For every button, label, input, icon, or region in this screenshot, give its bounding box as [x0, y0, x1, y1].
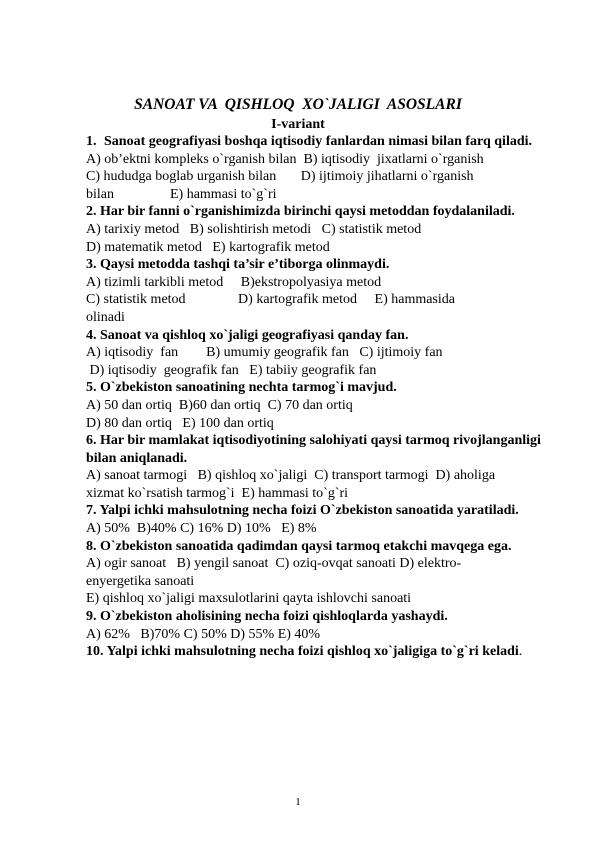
answer-line: A) 62% B)70% C) 50% D) 55% E) 40%: [86, 626, 321, 642]
answer-line: enyergetika sanoati: [86, 573, 195, 589]
answer-line: A) tarixiy metod B) solishtirish metodi C) statistik metod: [86, 221, 422, 237]
answer-line: A) ogir sanoat B) yengil sanoat C) oziq-ovqat sanoati D) elektro-: [86, 556, 462, 572]
question-8: 8. O`zbekiston sanoatida qadimdan qaysi tarmoq etakchi mavqega ega.: [86, 538, 512, 554]
question-3: 3. Qaysi metodda tashqi ta’sir e’tiborga olinmaydi.: [86, 257, 390, 273]
question-10: [86, 643, 556, 661]
question-7: 7. Yalpi ichki mahsulotning necha foizi O`zbekiston sanoatida yaratiladi.: [86, 503, 519, 519]
answer-line: A) tizimli tarkibli metod B)ekstropolyasiya metod: [86, 274, 382, 290]
answer-line: A) iqtisodiy fan B) umumiy geografik fan C) ijtimoiy fan: [86, 345, 443, 361]
answer-line: C) statistik metod D) kartografik metod E) hammasida: [86, 292, 455, 308]
question-1: [86, 133, 556, 151]
question-4: 4. Sanoat va qishloq xo`jaligi geografiyasi qanday fan.: [86, 327, 409, 343]
answer-line: D) 80 dan ortiq E) 100 dan ortiq: [86, 415, 274, 431]
answer-line: D) iqtisodiy geografik fan E) tabiiy geografik fan: [86, 362, 377, 378]
answer-line: E) qishloq xo`jaligi maxsulotlarini qayta ishlovchi sanoati: [86, 591, 412, 607]
answer-line: bilan E) hammasi to`g`ri: [86, 186, 277, 202]
page-number: 1: [295, 796, 301, 808]
answer-line: D) matematik metod E) kartografik metod: [86, 239, 330, 255]
question-6: 6. Har bir mamlakat iqtisodiyotining salohiyati qaysi tarmoq rivojlanganligi bilan aniqlanadi.: [86, 433, 541, 466]
answer-line: olinadi: [86, 309, 125, 325]
answer-line: A) 50 dan ortiq B)60 dan ortiq C) 70 dan ortiq: [86, 397, 353, 413]
question-text: 10. Yalpi ichki mahsulotning necha foizi qishloq xo`jaligiga to`g`ri keladi: [86, 644, 519, 660]
answer-line: A) ob’ektni kompleks o`rganish bilan B) iqtisodiy jixatlarni o`rganish: [86, 151, 484, 167]
question-5: 5. O`zbekiston sanoatining nechta tarmog`i mavjud.: [86, 380, 397, 396]
answer-line: A) sanoat tarmogi B) qishloq xo`jaligi C) transport tarmogi D) aholiga: [86, 468, 496, 484]
document-title: SANOAT VA QISHLOQ XO`JALIGI ASOSLARI: [134, 96, 462, 113]
answer-line: C) hududga boglab urganish bilan D) ijtimoiy jihatlarni o`rganish: [86, 169, 474, 185]
answer-line: A) 50% B)40% C) 16% D) 10% E) 8%: [86, 521, 317, 537]
question-2: 2. Har bir fanni o`rganishimizda birinchi qaysi metoddan foydalaniladi.: [86, 204, 515, 220]
question-trailing-period: .: [518, 644, 523, 660]
answer-line: xizmat ko`rsatish tarmog`i E) hammasi to`g`ri: [86, 485, 349, 501]
question-text: Sanoat geografiyasi boshqa iqtisodiy fanlardan nimasi bilan farq qiladi.: [104, 134, 533, 149]
question-number: 1.: [86, 134, 97, 149]
variant-heading: I-variant: [271, 117, 325, 132]
question-9: 9. O`zbekiston aholisining necha foizi qishloqlarda yashaydi.: [86, 609, 448, 625]
question-list: [86, 133, 556, 661]
